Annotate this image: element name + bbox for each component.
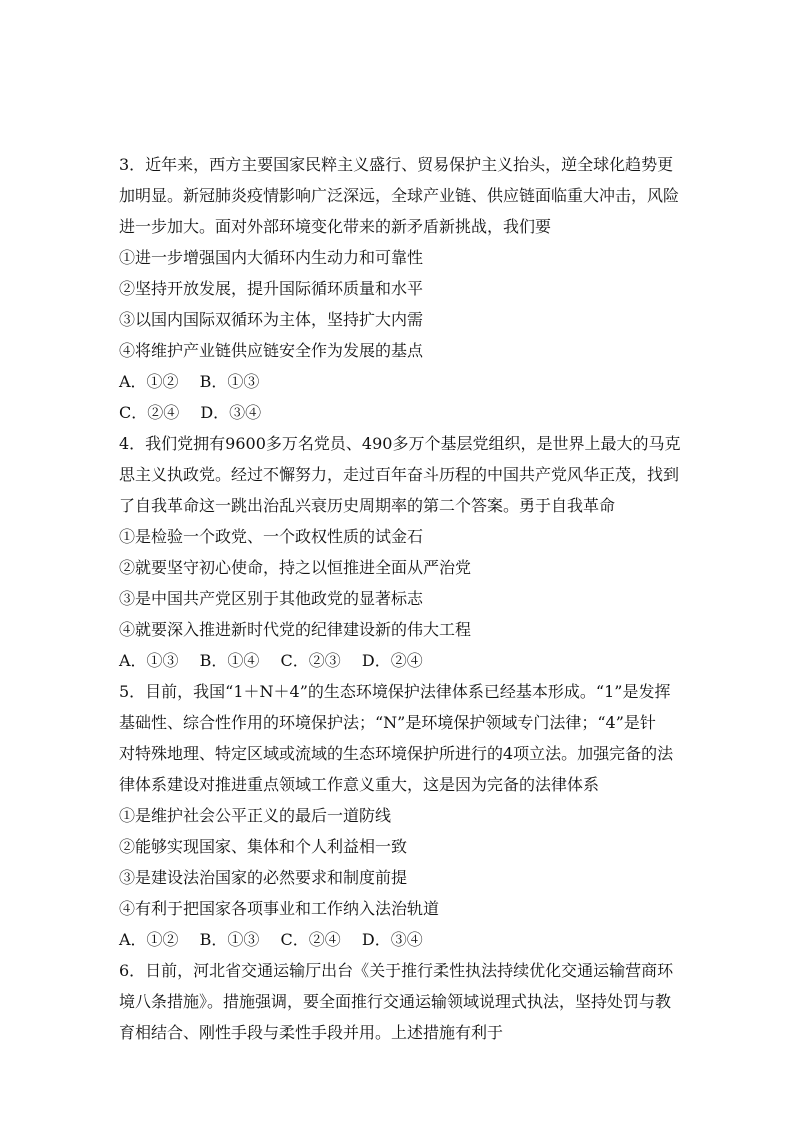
q5-stem-line-3: 对特殊地理、特定区域或流域的生态环境保护所进行的4项立法。加强完备的法 [119,744,674,763]
q5-option-b: B．①③ [199,930,260,949]
q4-option-d: D．②④ [361,651,423,670]
q3-stem-line-2: 加明显。新冠肺炎疫情影响广泛深远，全球产业链、供应链面临重大冲击，风险 [119,186,680,205]
q3-option-d: D．③④ [200,403,262,422]
q3-options-row-2 [119,403,679,423]
q5-option-d: D．③④ [361,930,423,949]
q5-statement-4: ④有利于把国家各项事业和工作纳入法治轨道 [119,899,440,918]
q3-stem-line-3: 进一步加大。面对外部环境变化带来的新矛盾新挑战，我们要 [119,217,552,236]
q4-stem-line-3: 了自我革命这一跳出治乱兴衰历史周期率的第二个答案。勇于自我革命 [119,496,616,515]
q5-statement-3: ③是建设法治国家的必然要求和制度前提 [119,868,408,887]
q3-stem-line-1: 3．近年来，西方主要国家民粹主义盛行、贸易保护主义抬头，逆全球化趋势更 [119,155,674,174]
q3-option-b: B．①③ [199,372,260,391]
q4-statement-1: ①是检验一个政党、一个政权性质的试金石 [119,527,424,546]
q3-statement-3: ③以国内国际双循环为主体，坚持扩大内需 [119,310,424,329]
q4-option-b: B．①④ [199,651,260,670]
q6-stem-line-1: 6．日前，河北省交通运输厅出台《关于推行柔性执法持续优化交通运输营商环 [119,961,674,980]
q5-statement-2: ②能够实现国家、集体和个人利益相一致 [119,837,408,856]
q3-statement-1: ①进一步增强国内大循环内生动力和可靠性 [119,248,424,267]
q5-options-row-1 [119,930,679,950]
q5-stem-line-2: 基础性、综合性作用的环境保护法；“N”是环境保护领域专门法律；“4”是针 [119,713,656,732]
q3-option-a: A．①② [119,372,179,391]
q5-option-c: C．②④ [280,930,341,949]
q5-stem-line-4: 律体系建设对推进重点领域工作意义重大，这是因为完备的法律体系 [119,775,600,794]
q4-option-a: A．①③ [119,651,179,670]
q3-statement-2: ②坚持开放发展，提升国际循环质量和水平 [119,279,424,298]
q4-options-row-1 [119,651,679,671]
q5-statement-1: ①是维护社会公平正义的最后一道防线 [119,806,392,825]
q4-stem-line-2: 思主义执政党。经过不懈努力，走过百年奋斗历程的中国共产党风华正茂，找到 [119,465,680,484]
q5-stem-line-1: 5．目前，我国“1＋N＋4”的生态环境保护法律体系已经基本形成。“1”是发挥 [119,682,671,701]
q5-option-a: A．①② [119,930,179,949]
q6-stem-line-2: 境八条措施》。措施强调，要全面推行交通运输领域说理式执法，坚持处罚与教 [119,992,672,1011]
q3-option-c: C．②④ [119,403,180,422]
q4-statement-4: ④就要深入推进新时代党的纪律建设新的伟大工程 [119,620,472,639]
q3-options-row-1 [119,372,679,392]
q3-statement-4: ④将维护产业链供应链安全作为发展的基点 [119,341,424,360]
q6-stem-line-3: 育相结合、刚性手段与柔性手段并用。上述措施有利于 [119,1023,504,1042]
q4-statement-2: ②就要坚守初心使命，持之以恒推进全面从严治党 [119,558,472,577]
q4-option-c: C．②③ [280,651,341,670]
q4-statement-3: ③是中国共产党区别于其他政党的显著标志 [119,589,424,608]
q4-stem-line-1: 4．我们党拥有9600多万名党员、490多万个基层党组织，是世界上最大的马克 [119,434,681,453]
